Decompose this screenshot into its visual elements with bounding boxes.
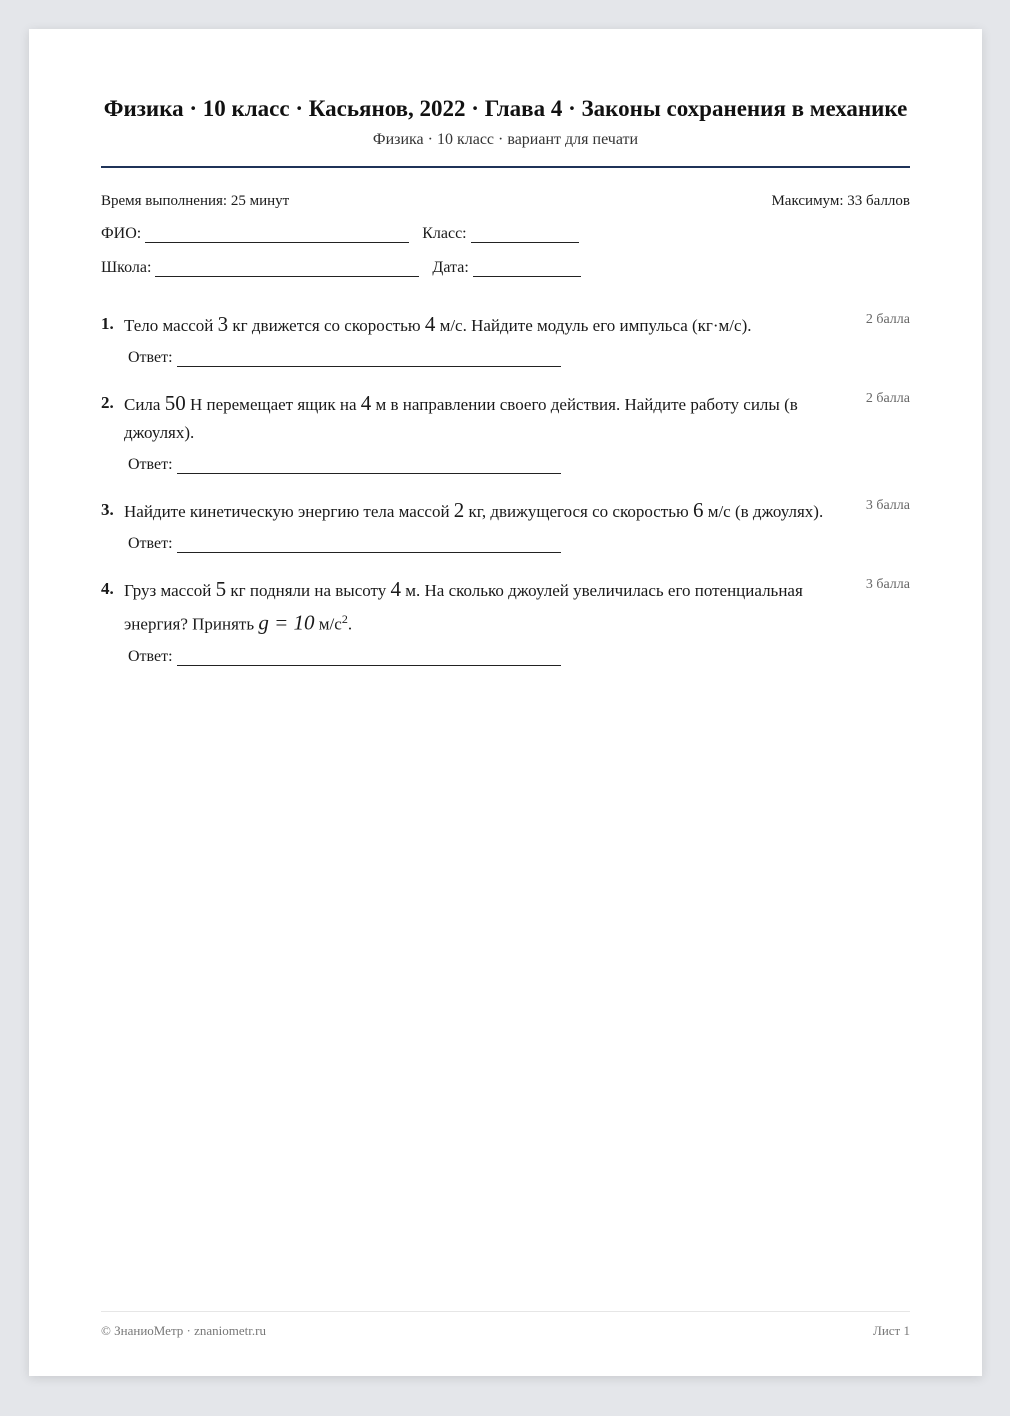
answer-label: Ответ: <box>128 535 173 552</box>
page-content <box>101 29 910 1376</box>
question-number: 1. <box>101 314 114 333</box>
fio-label: ФИО: <box>101 225 142 242</box>
meta-row <box>101 192 910 210</box>
question-list <box>101 310 910 666</box>
worksheet-page <box>29 29 982 1376</box>
page-title: Физика · 10 класс · Касьянов, 2022 · Глава 4 · Законы сохранения в механике <box>103 96 908 121</box>
question-number: 3. <box>101 500 114 519</box>
class-field[interactable] <box>471 229 579 243</box>
question-number: 2. <box>101 393 114 412</box>
question-points: 2 балла <box>865 391 910 406</box>
student-fields-row-1 <box>101 225 910 243</box>
question-points: 2 балла <box>865 312 910 327</box>
question-3 <box>101 496 910 553</box>
answer-label: Ответ: <box>128 349 173 366</box>
answer-field[interactable] <box>177 460 561 474</box>
question-points: 3 балла <box>865 577 910 592</box>
time-limit: Время выполнения: 25 минут <box>101 193 290 209</box>
question-2 <box>101 389 910 474</box>
footer-copyright: © ЗнаниоМетр · znaniometr.ru <box>101 1323 266 1338</box>
school-label: Школа: <box>101 259 152 276</box>
question-text: Груз массой 5 кг подняли на высоту 4 м. На сколько джоулей увеличилась его потенциальная энергия? Принять g = 10 $м/с^2$. <box>124 577 803 635</box>
page-footer <box>101 1311 910 1339</box>
date-label: Дата: <box>432 259 469 276</box>
answer-label: Ответ: <box>128 647 173 665</box>
question-4 <box>101 575 910 666</box>
question-1 <box>101 310 910 367</box>
answer-field[interactable] <box>177 539 561 553</box>
answer-row <box>128 535 910 553</box>
answer-field[interactable] <box>177 652 561 666</box>
question-number: 4. <box>101 579 114 598</box>
question-text: Тело массой 3 кг движется со скоростью 4 м/с. Найдите модуль его импульса (кг·м/с). <box>124 312 752 336</box>
school-field[interactable] <box>155 263 419 277</box>
answer-row <box>128 349 910 367</box>
header-divider <box>101 166 910 168</box>
student-fields-row-2 <box>101 259 910 277</box>
max-score: Максимум: 33 баллов <box>771 193 910 209</box>
question-text: Найдите кинетическую энергию тела массой 2 кг, движущегося со скоростью 6 м/с (в джоулях). <box>124 498 824 522</box>
answer-label: Ответ: <box>128 456 173 473</box>
date-field[interactable] <box>473 263 581 277</box>
answer-field[interactable] <box>177 353 561 367</box>
answer-row <box>128 648 910 666</box>
question-text: Сила 50 Н перемещает ящик на 4 м в направлении своего действия. Найдите работу силы (в джоулях). <box>124 391 798 442</box>
page-number: Лист 1 <box>873 1323 910 1338</box>
page-subtitle: Физика · 10 класс · вариант для печати <box>372 131 639 148</box>
fio-field[interactable] <box>145 229 409 243</box>
answer-row <box>128 456 910 474</box>
question-points: 3 балла <box>865 498 910 513</box>
class-label: Класс: <box>422 225 467 242</box>
